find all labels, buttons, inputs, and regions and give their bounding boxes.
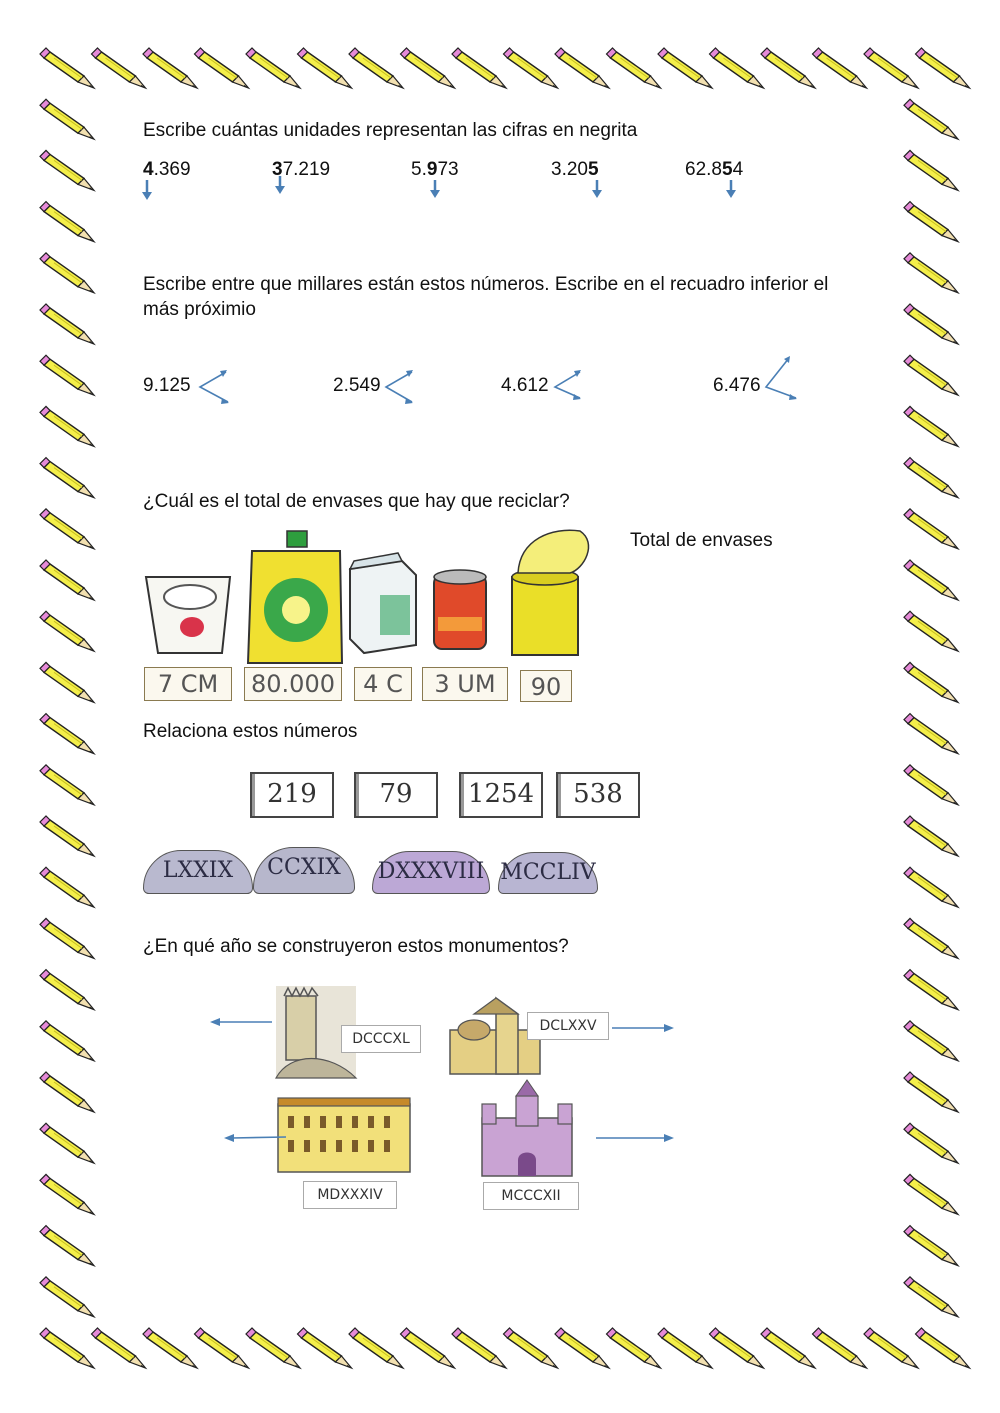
- pencil-icon: [607, 1328, 661, 1368]
- exercise2-number: 2.549: [333, 375, 381, 396]
- number-card: 219: [250, 772, 334, 818]
- pencil-icon: [246, 1328, 300, 1368]
- exercise5-arrows: [0, 1000, 1000, 1160]
- down-arrow-icon: [592, 180, 602, 198]
- pencil-icon: [916, 1328, 970, 1368]
- pencil-icon: [904, 867, 958, 907]
- pencil-icon: [40, 1174, 94, 1214]
- pencil-icon: [40, 765, 94, 805]
- bottle-icon: [248, 531, 342, 663]
- pencil-icon: [813, 1328, 867, 1368]
- pencil-icon: [904, 253, 958, 293]
- exercise1-arrows: [0, 0, 1000, 230]
- pencil-icon: [40, 253, 94, 293]
- pencil-icon: [40, 560, 94, 600]
- pencil-icon: [40, 918, 94, 958]
- pencil-icon: [904, 304, 958, 344]
- monument-year-tag: DCLXXV: [527, 1012, 609, 1040]
- roman-stone: LXXIX: [143, 850, 253, 894]
- number-card: 538: [556, 772, 640, 818]
- pencil-icon: [143, 1328, 197, 1368]
- pencil-icon: [195, 1328, 249, 1368]
- exercise1-number: 37.219: [272, 159, 331, 180]
- monument-year-tag: DCCCXL: [341, 1025, 421, 1053]
- pencil-icon: [864, 1328, 918, 1368]
- roman-stone: DXXXVIII: [372, 851, 490, 894]
- exercise3-question: ¿Cuál es el total de envases que hay que reciclar?: [143, 491, 570, 512]
- pencil-icon: [904, 714, 958, 754]
- pencil-icon: [401, 1328, 455, 1368]
- pencil-icon: [904, 662, 958, 702]
- down-arrow-icon: [275, 176, 285, 194]
- recycling-containers-illustration: [140, 525, 610, 670]
- pencil-icon: [40, 509, 94, 549]
- pencil-icon: [40, 662, 94, 702]
- tin-can-icon: [512, 530, 589, 655]
- exercise1-number: 4.369: [143, 159, 191, 180]
- pencil-icon: [40, 867, 94, 907]
- container-label: 90: [520, 670, 572, 702]
- pencil-icon: [904, 1174, 958, 1214]
- pencil-icon: [40, 458, 94, 498]
- container-label: 80.000: [244, 667, 342, 701]
- exercise4-instruction: Relaciona estos números: [143, 721, 358, 742]
- right-arrow-icon: [664, 1134, 674, 1142]
- pencil-icon: [40, 816, 94, 856]
- down-arrow-icon: [142, 180, 152, 200]
- pencil-icon: [904, 611, 958, 651]
- pencil-icon: [710, 1328, 764, 1368]
- pencil-icon: [904, 458, 958, 498]
- exercise1-number: 5.973: [411, 159, 459, 180]
- exercise5-question: ¿En qué año se construyeron estos monumentos?: [143, 936, 569, 957]
- down-arrow-icon: [430, 180, 440, 198]
- pencil-icon: [904, 765, 958, 805]
- right-arrow-icon: [664, 1024, 674, 1032]
- number-card: 79: [354, 772, 438, 818]
- monument-year-tag: MCCCXII: [483, 1182, 579, 1210]
- pencil-icon: [40, 714, 94, 754]
- pencil-icon: [555, 1328, 609, 1368]
- pencil-icon: [298, 1328, 352, 1368]
- exercise2-number: 4.612: [501, 375, 549, 396]
- container-label: 7 CM: [144, 667, 232, 701]
- pencil-icon: [904, 918, 958, 958]
- milk-carton-icon: [350, 553, 416, 653]
- container-label: 4 C: [354, 667, 412, 701]
- pencil-icon: [40, 611, 94, 651]
- container-label: 3 UM: [422, 667, 508, 701]
- down-arrow-icon: [726, 180, 736, 198]
- roman-stone: MCCLIV: [498, 852, 598, 894]
- pencil-icon: [904, 1277, 958, 1317]
- total-envases-label: Total de envases: [630, 530, 773, 551]
- exercise2-number: 9.125: [143, 375, 191, 396]
- exercise2-instruction: Escribe entre que millares están estos números. Escribe en el recuadro inferior el más próximio: [143, 274, 829, 320]
- exercise1-number: 62.854: [685, 159, 744, 180]
- pencil-icon: [452, 1328, 506, 1368]
- pencil-icon: [761, 1328, 815, 1368]
- pencil-icon: [40, 1226, 94, 1266]
- number-card: 1254: [459, 772, 543, 818]
- monument-year-tag: MDXXXIV: [303, 1181, 397, 1209]
- pencil-icon: [349, 1328, 403, 1368]
- pencil-icon: [658, 1328, 712, 1368]
- pencil-icon: [40, 1277, 94, 1317]
- exercise2-branch-arrows: [0, 340, 1000, 420]
- pencil-icon: [904, 816, 958, 856]
- pencil-icon: [904, 509, 958, 549]
- soda-can-icon: [434, 570, 486, 649]
- exercise1-instruction: Escribe cuántas unidades representan las cifras en negrita: [143, 120, 638, 141]
- pencil-icon: [504, 1328, 558, 1368]
- pencil-icon: [40, 304, 94, 344]
- pencil-icon: [40, 1328, 94, 1368]
- yogurt-icon: [146, 577, 230, 653]
- exercise1-number: 3.205: [551, 159, 599, 180]
- left-arrow-icon: [210, 1018, 220, 1026]
- left-arrow-icon: [224, 1134, 234, 1142]
- pencil-icon: [904, 1226, 958, 1266]
- pencil-icon: [92, 1328, 146, 1368]
- roman-stone: CCXIX: [253, 847, 355, 894]
- pencil-icon: [904, 560, 958, 600]
- exercise2-number: 6.476: [713, 375, 761, 396]
